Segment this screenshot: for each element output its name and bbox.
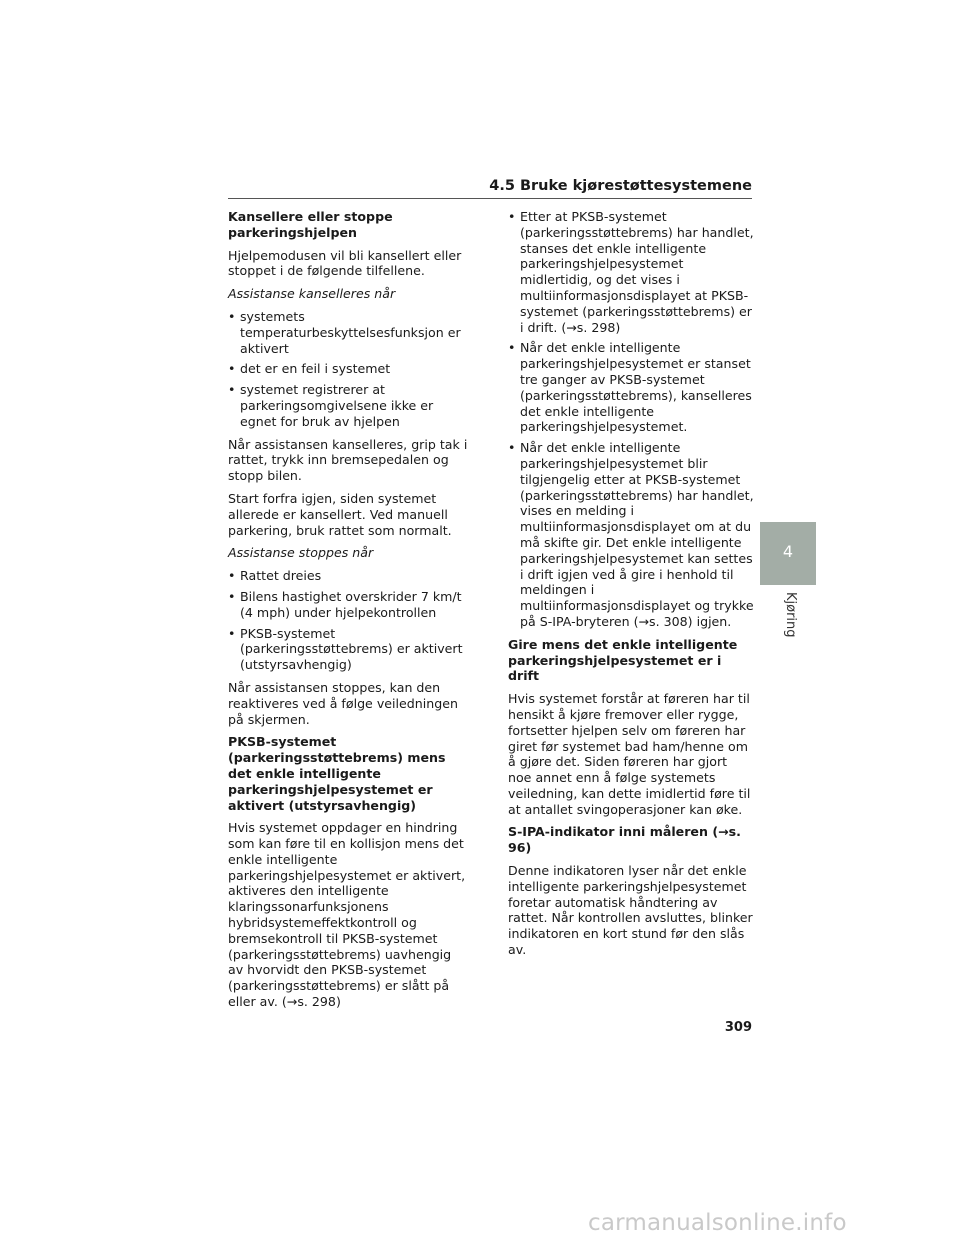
paragraph: Hvis systemet forstår at føreren har til hensikt å kjøre fremover eller rygge, fortsetter hjelpen selv om føreren har giret før systemet bad ham/henne om å gjøre det. Siden føreren har gjort noe annet enn å følge systemets veiledning, kan dette imidlertid føre til at antallet svingoperasjoner kan øke.: [508, 691, 751, 817]
heading-s-ipa-indicator: S-IPA-indikator inni måleren (→s. 96): [508, 824, 741, 856]
bullet-list-cancel: [228, 309, 468, 430]
section-header: 4.5 Bruke kjørestøttesystemene: [489, 178, 752, 194]
paragraph: Start forfra igjen, siden systemet allerede er kansellert. Ved manuell parkering, bruk rattet som normalt.: [228, 490, 452, 538]
page-number: 309: [724, 1020, 752, 1035]
header-divider: [228, 198, 752, 199]
right-column: [508, 209, 754, 965]
list-item: • systemet registrerer at parkeringsomgivelsene ikke er egnet for bruk av hjelpen: [228, 382, 468, 429]
paragraph: Denne indikatoren lyser når det enkle intelligente parkeringshjelpesystemet foretar automatisk håndtering av rattet. Når kontrollen avsluttes, blinker indikatoren en kort stund før den slås av.: [508, 863, 753, 958]
list-item: • Bilens hastighet overskrider 7 km/t (4 mph) under hjelpekontrollen: [228, 589, 468, 621]
watermark: carmanualsonline.info: [588, 1210, 847, 1236]
bullet-list-pksb: [508, 209, 754, 630]
list-item: • Etter at PKSB-systemet (parkeringsstøttebrems) har handlet, stanses det enkle intelligente parkeringshjelpesystemet midlertidig, og det vises i multiinformasjonsdisplayet at PKSB-systemet (parkeringsstøttebrems) er i drift. (→s. 298): [508, 209, 754, 335]
list-item: • Når det enkle intelligente parkeringshjelpesystemet er stanset tre ganger av PKSB-systemet (parkeringsstøttebrems), kanselleres det enkle intelligente parkeringshjelpesystemet.: [508, 340, 754, 435]
list-item: • Når det enkle intelligente parkeringshjelpesystemet blir tilgjengelig etter at PKSB-systemet (parkeringsstøttebrems) har handlet, vises en melding i multiinformasjonsdisplayet om at du må skifte gir. Det enkle intelligente parkeringshjelpesystemet kan settes i drift igjen ved å gire i henhold til meldingen i multiinformasjonsdisplayet og trykke på S-IPA-bryteren (→s. 308) igjen.: [508, 440, 754, 630]
heading-cancel-stop: Kansellere eller stoppe parkeringshjelpen: [228, 209, 393, 240]
chapter-label: Kjøring: [783, 592, 798, 638]
heading-pksb: PKSB-systemet (parkeringsstøttebrems) mens det enkle intelligente parkeringshjelpesystemet er aktivert (utstyrsavhengig): [228, 734, 446, 813]
paragraph: Når assistansen stoppes, kan den reaktiveres ved å følge veiledningen på skjermen.: [228, 679, 458, 727]
subheading-stopped-when: Assistanse stoppes når: [228, 545, 374, 561]
subheading-cancelled-when: Assistanse kanselleres når: [228, 286, 396, 302]
chapter-tab: [760, 522, 816, 585]
list-item: • Rattet dreies: [228, 568, 468, 584]
chapter-number: 4: [782, 542, 794, 561]
paragraph: Hjelpemodusen vil bli kansellert eller stoppet i de følgende tilfellene.: [228, 247, 462, 279]
list-item: • systemets temperaturbeskyttelsesfunksjon er aktivert: [228, 309, 468, 356]
list-item: • PKSB-systemet (parkeringsstøttebrems) er aktivert (utstyrsavhengig): [228, 626, 468, 673]
heading-shifting: Gire mens det enkle intelligente parkeringshjelpesystemet er i drift: [508, 636, 738, 684]
left-column: [228, 209, 468, 1017]
paragraph: Hvis systemet oppdager en hindring som kan føre til en kollisjon mens det enkle intelligente parkeringshjelpesystemet er aktivert, aktiveres den intelligente klaringssonarfunksjonens hybridsystemeffektkontroll og bremsekontroll til PKSB-systemet (parkeringsstøttebrems) uavhengig av hvorvidt den PKSB-systemet (parkeringsstøttebrems) er slått på eller av. (→s. 298): [228, 820, 466, 1010]
list-item: • det er en feil i systemet: [228, 361, 468, 377]
bullet-list-stop: [228, 568, 468, 673]
paragraph: Når assistansen kanselleres, grip tak i rattet, trykk inn bremsepedalen og stopp bilen.: [228, 436, 468, 484]
